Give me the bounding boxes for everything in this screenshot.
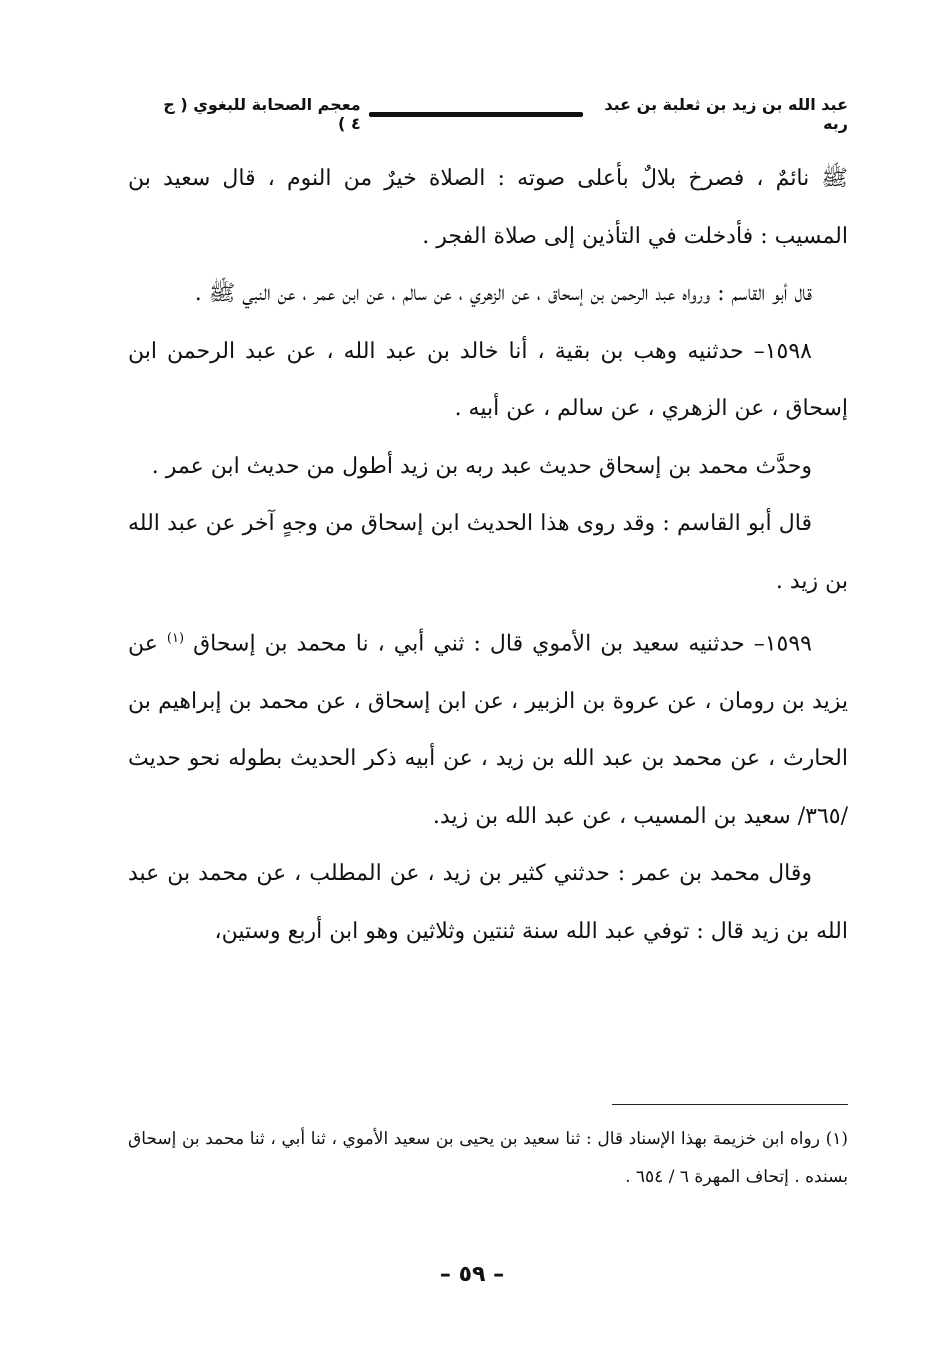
- paragraph-6-rest: عن يزيد بن رومان ، عن عروة بن الزبير ، عن ابن إسحاق ، عن محمد بن إبراهيم بن الحارث ، عن محمد بن عبد الله بن زيد ، عن أبيه ذكر الحديث بطوله نحو حديث /٣٦٥/ سعيد بن المسيب ، عن عبد الله بن زيد.: [128, 631, 848, 829]
- footnote-marker: (١): [166, 631, 185, 646]
- paragraph-5: قال أبو القاسم : وقد روى هذا الحديث ابن إسحاق من وجهٍ آخر عن عبد الله بن زيد .: [128, 511, 848, 594]
- paragraph-7: وقال محمد بن عمر : حدثني كثير بن زيد ، عن المطلب ، عن محمد بن عبد الله بن زيد قال : توفي عبد الله سنة ثنتين وثلاثين وهو ابن أربع وستين،: [128, 861, 848, 944]
- footnote: [128, 1120, 848, 1196]
- paragraph-2: قال أبو القاسم : ورواه عبد الرحمن بن إسحاق ، عن الزهري ، عن سالم ، عن ابن عمر ، عن النبي ﷺ .: [194, 281, 812, 306]
- footnote-number: (١): [825, 1129, 849, 1149]
- footnote-divider: [612, 1104, 848, 1105]
- page-number: – ٥٩ –: [439, 1262, 505, 1287]
- header-book: [150, 95, 591, 133]
- main-text: [128, 150, 848, 960]
- paragraph-6-start: ١٥٩٩– حدثنيه سعيد بن الأموي قال : ثني أبي ، نا محمد بن إسحاق: [193, 631, 812, 657]
- header-rule: [369, 112, 584, 117]
- footnote-text: رواه ابن خزيمة بهذا الإسناد قال : ثنا سعيد بن يحيى بن سعيد الأموي ، ثنا أبي ، ثنا محمد بن إسحاق بسنده .: [128, 1129, 848, 1187]
- chapter-title: عبد الله بن زيد بن ثعلبة بن عبد ربه: [604, 95, 848, 133]
- book-title: معجم الصحابة للبغوي ( ج ٤ ): [163, 95, 361, 133]
- paragraph-3: ١٥٩٨– حدثنيه وهب بن بقية ، أنا خالد بن عبد الله ، عن عبد الرحمن ابن إسحاق ، عن الزهري ، عن سالم ، عن أبيه .: [128, 338, 848, 421]
- paragraph-4: وحدَّث محمد بن إسحاق حديث عبد ربه بن زيد أطول من حديث ابن عمر .: [151, 453, 812, 479]
- footnote-body: [128, 1120, 848, 1196]
- paragraph-6: [128, 610, 848, 845]
- footnote-reference: إتحاف المهرة ٦ / ٦٥٤ .: [625, 1167, 789, 1187]
- paragraph-1: ﷺ نائمٌ ، فصرخ بلالٌ بأعلى صوته : الصلاة خيرٌ من النوم ، قال سعيد بن المسيب : فأدخلت في التأذين إلى صلاة الفجر .: [128, 166, 848, 249]
- page-header: [150, 96, 848, 132]
